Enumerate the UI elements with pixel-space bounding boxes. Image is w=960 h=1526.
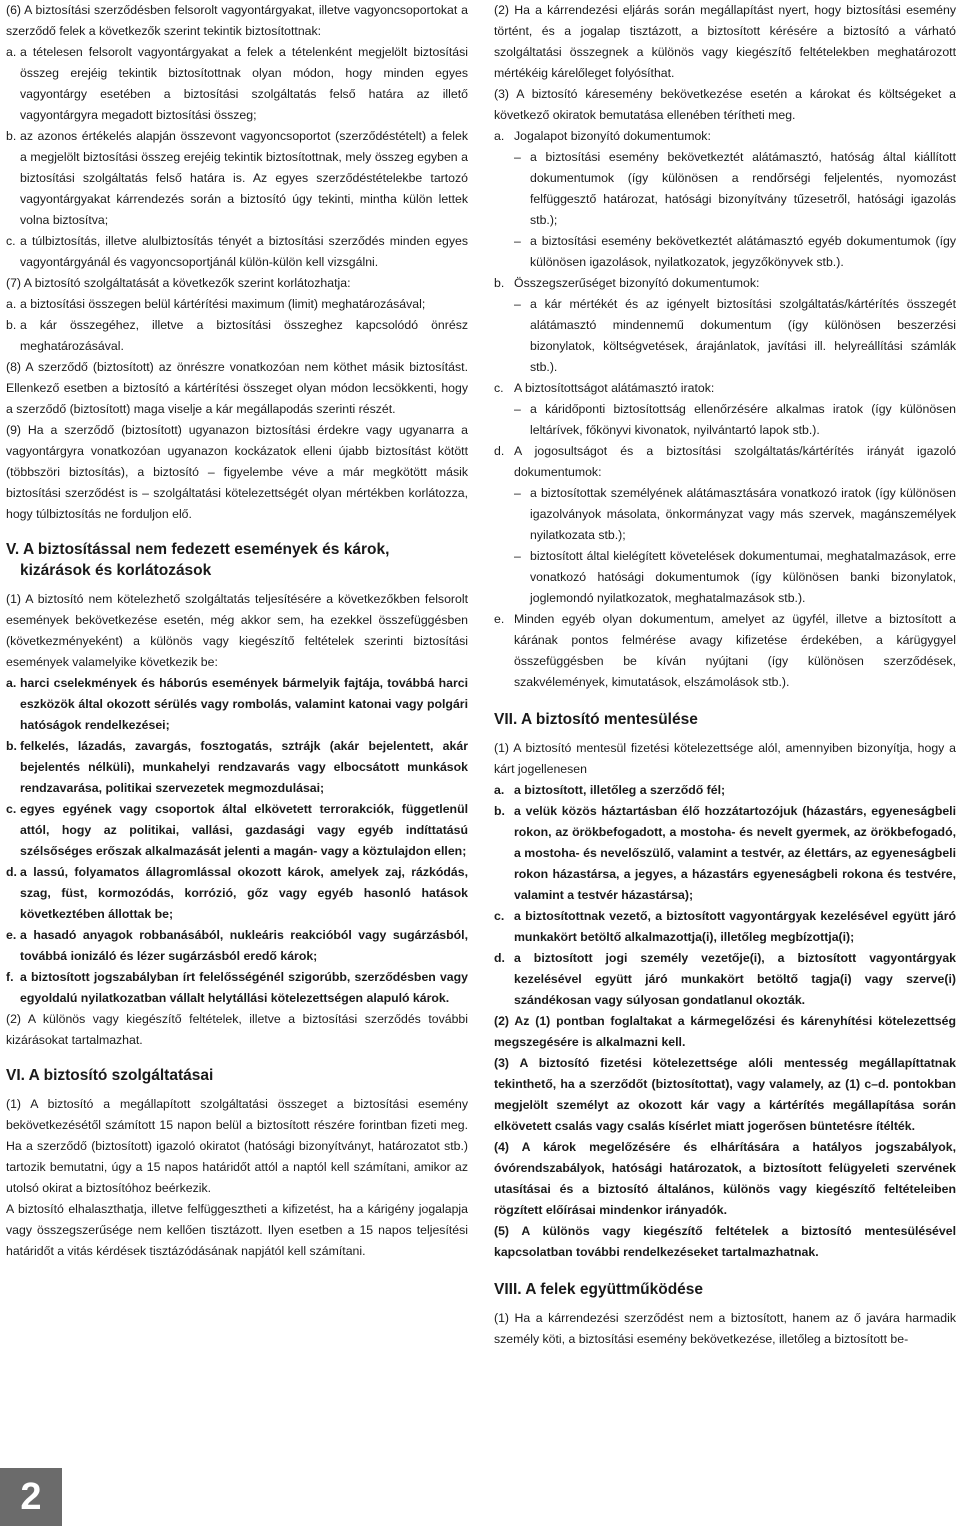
paragraph-8: (8) A szerződő (biztosított) az önrészre vonatkozóan nem köthet másik biztosítást. Ellenkező esetben a biztosító a kártérítési összeget olyan módon lecsökkenti, hogy a szerződő (biztosított) maga viselje a kár megállapodás szerinti részét. — [6, 360, 468, 416]
list-item — [6, 925, 468, 967]
paragraph-7-list — [6, 294, 468, 357]
section-5-paragraph-1: (1) A biztosító nem kötelezhető szolgáltatás teljesítésére a következőkben felsorolt események bekövetkezése esetén, még akkor sem, ha ezekkel összefüggésben (következményeként) a különös vagy kiegészítő feltételek szerinti biztosítási események valamelyike következik be: — [6, 592, 468, 669]
list-item — [494, 906, 956, 948]
section-6-paragraph-2: (2) Ha a kárrendezési eljárás során megállapítást nyert, hogy biztosítási esemény történt, és a jogalap tisztázott, a biztosított kérésére a biztosító a várható szolgáltatási összegnek a különös vagy kiegészítő feltételekben meghatározott mértékéig kárelőleget folyósíthat. — [494, 3, 956, 80]
item-label: a. — [6, 297, 17, 311]
left-column — [6, 0, 468, 1262]
item-label: d. — [494, 951, 505, 965]
dash-text: biztosított által kielégített követelések dokumentumai, meghatalmazások, erre vonatkozó hatósági dokumentumok (így különösen banki bizonylatok, joglemondó nyilatkozatok, meghatalmazások stb.). — [530, 549, 956, 605]
section-6-heading: VI. A biztosító szolgáltatásai — [6, 1067, 214, 1084]
item-text: A biztosítottságot alátámasztó iratok: — [514, 381, 715, 395]
item-text: a lassú, folyamatos állagromlással okozott károk, amelyek zaj, rázkódás, szag, füst, kormozódás, korrózió, gőz vagy egyéb hasonló hatások következtében állottak be; — [20, 865, 468, 921]
dash-mark: – — [514, 402, 521, 416]
paragraph-6-list — [6, 42, 468, 273]
dash-item — [514, 147, 956, 231]
item-label: c. — [494, 909, 505, 923]
list-item — [6, 799, 468, 862]
item-text: a biztosítási összegen belül kártérítési maximum (limit) meghatározásával; — [20, 297, 426, 311]
section-8-heading: VIII. A felek együttműködése — [494, 1281, 704, 1298]
section-7-heading: VII. A biztosító mentesülése — [494, 711, 698, 728]
item-label: d. — [6, 865, 17, 879]
dash-text: a káridőponti biztosítottság ellenőrzésére alkalmas iratok (így különösen leltárívek, főkönyvi kivonatok, nyilvántartó lapok stb.). — [530, 402, 956, 437]
dash-mark: – — [514, 234, 521, 248]
section-5-list — [6, 673, 468, 1009]
item-text: a velük közös háztartásban élő hozzátartozójuk (házastárs, egyeneságbeli rokon, az örökbefogadott, a mostoha- és nevelt gyermek, az örökbefogadó, a mostoha- és nevelőszülő, valamint a testvér, az élettárs, az egyeneságbeli rokon házastársa, a jegyes, a házastárs egyeneságbeli rokona és testvére, valamint a testvér házastársa); — [514, 804, 956, 902]
item-text: a kár összegéhez, illetve a biztosítási összeghez kapcsolódó önrész meghatározásával. — [20, 318, 468, 353]
section-7-paragraph-1: (1) A biztosító mentesül fizetési kötelezettsége alól, amennyiben bizonyítja, hogy a kárt jogellenesen — [494, 741, 956, 776]
section-7-paragraph-4: (4) A károk megelőzésére és elhárítására a hatályos jogszabályok, óvórendszabályok, hatósági határozatok, a biztosított felügyeleti szervének utasításai és a biztosító általános, különös vagy kiegészítő feltételeiben rögzített előírásai mindenkor irányadók. — [494, 1140, 956, 1217]
section-6-paragraph-3: (3) A biztosító káresemény bekövetkezése esetén a károkat és költségeket a következő okiratok bemutatása ellenében térítheti meg. — [494, 87, 956, 122]
dash-text: a kár mértékét és az igényelt biztosítási szolgáltatás/kártérítés összegét alátámasztó mindennemű dokumentum (így különösen beszerzési bizonylatok, költségvetések, árajánlatok, javítási ill. helyreállítási számlák stb.). — [530, 297, 956, 374]
list-item — [6, 126, 468, 231]
item-label: b. — [494, 804, 505, 818]
section-6-paragraph-1b: A biztosító elhalaszthatja, illetve felfüggesztheti a kifizetést, ha a kárigény jogalapja vagy összegszerűsége nem kellően tisztázott. Ilyen esetben a 15 napos teljesítési határidőt a vitás kérdések tisztázódásának napjától kell számítani. — [6, 1202, 468, 1258]
dash-text: a biztosítási esemény bekövetkeztét alátámasztó, hatóság által kiállított dokumentumok (így különösen a rendőrségi feljelentés, nyomozást felfüggesztő határozat, hatósági bizonyítvány tűzesetről, hatósági igazolás stb.); — [530, 150, 956, 227]
dash-mark: – — [514, 486, 521, 500]
list-item — [494, 948, 956, 1011]
page-number: 2 — [0, 1468, 62, 1526]
list-item — [6, 862, 468, 925]
paragraph-6: (6) A biztosítási szerződésben felsorolt vagyontárgyakat, illetve vagyoncsoportokat a szerződő felek a következők szerint tekintik biztosítottnak: — [6, 3, 468, 38]
documents-list — [494, 126, 956, 693]
item-label: b. — [494, 276, 505, 290]
list-item — [494, 441, 956, 483]
item-text: Összegszerűséget bizonyító dokumentumok: — [514, 276, 760, 290]
list-item — [6, 736, 468, 799]
list-item — [494, 273, 956, 294]
item-label: f. — [6, 970, 14, 984]
dash-text: a biztosítási esemény bekövetkeztét alátámasztó egyéb dokumentumok (így különösen igazolások, nyilatkozatok, jegyzőkönyvek stb.). — [530, 234, 956, 269]
item-label: a. — [6, 676, 17, 690]
list-item — [494, 378, 956, 399]
item-text: egyes egyének vagy csoportok által elkövetett terrorakciók, függetlenül attól, hogy az politikai, vallási, gazdasági vagy egyéb indíttatású szélsőséges erőszak alkalmazását jelenti a magán- vagy a köztulajdon ellen; — [20, 802, 468, 858]
dash-item — [514, 399, 956, 441]
item-text: felkelés, lázadás, zavargás, fosztogatás, sztrájk (akár bejelentett, akár bejelentés nélküli), munkahelyi rendzavarás vagy elbocsátott munkások rendzavarása, politikai szervezetek megmozdulásai; — [20, 739, 468, 795]
section-7-list — [494, 780, 956, 1011]
section-5-heading-line-2: kizárások és korlátozások — [20, 562, 212, 579]
list-item — [6, 231, 468, 273]
item-text: a tételesen felsorolt vagyontárgyakat a felek a tételenként megjelölt biztosítási összeg erejéig tekintik biztosítottnak olyan módon, hogy minden egyes vagyontárgy esetében a biztosítási szolgáltatás felső határa az illető vagyontárgyra megadott biztosítási összeg; — [20, 45, 468, 122]
list-item — [6, 673, 468, 736]
item-text: a hasadó anyagok robbanásából, nukleáris reakcióból vagy sugárzásból, továbbá ionizáló és lézer sugárzásból eredő károk; — [20, 928, 468, 963]
list-item — [6, 315, 468, 357]
section-5-paragraph-2: (2) A különös vagy kiegészítő feltételek, illetve a biztosítási szerződés további kizárásokat tartalmazhat. — [6, 1012, 468, 1047]
section-7-paragraph-2: (2) Az (1) pontban foglaltakat a kármegelőzési és kárenyhítési kötelezettség megszegésére is alkalmazni kell. — [494, 1014, 956, 1049]
paragraph-9: (9) Ha a szerződő (biztosított) ugyanazon biztosítási érdekre vagy ugyanarra a vagyontárgyra vonatkozóan ugyanazon kockázatok elleni újabb biztosítást kötött (többszöri biztosítás), a biztosító – figyelembe véve a már megkötött másik biztosítási szerződést is – szolgáltatási kötelezettségét olyan mértékben korlátozza, hogy túlbiztosítás ne forduljon elő. — [6, 423, 468, 521]
section-5-heading — [6, 539, 468, 581]
list-item — [494, 780, 956, 801]
item-label: a. — [494, 129, 505, 143]
dash-item — [514, 546, 956, 609]
list-item — [6, 294, 468, 315]
item-text: a biztosított jogi személy vezetője(i), a biztosított vagyontárgyak kezelésével együtt járó munkakört betöltő tagja(i) vagy szerve(i) szándékosan vagy súlyosan gondatlanul okozták. — [514, 951, 956, 1007]
item-label: e. — [6, 928, 17, 942]
item-label: d. — [494, 444, 505, 458]
item-text: a biztosítottnak vezető, a biztosított vagyontárgyak kezelésével együtt járó munkakört betöltő alkalmazottja(i), illetőleg megbízottja(i); — [514, 909, 956, 944]
item-text: A jogosultságot és a biztosítási szolgáltatás/kártérítés irányát igazoló dokumentumok: — [514, 444, 956, 479]
section-8-paragraph-1: (1) Ha a kárrendezési szerződést nem a biztosított, hanem az ő javára harmadik személy köti, a biztosítási esemény bekövetkezése, illetőleg a biztosított be- — [494, 1311, 956, 1346]
dash-item — [514, 294, 956, 378]
item-text: Minden egyéb olyan dokumentum, amelyet az ügyfél, illetve a biztosított a kárának pontos felmérése avagy kifizetése érdekében, a kárügygyel összefüggésben be kíván nyújtani (így különösen szerződések, szakvélemények, kimutatások, elszámolások stb.). — [514, 612, 956, 689]
list-item — [6, 42, 468, 126]
list-item — [494, 801, 956, 906]
list-item — [6, 967, 468, 1009]
list-item — [494, 609, 956, 693]
item-label: a. — [6, 45, 17, 59]
dash-mark: – — [514, 150, 521, 164]
dash-text: a biztosítottak személyének alátámasztására vonatkozó iratok (így különösen igazolványok másolata, önkormányzat vagy más szervek, magánszemélyek nyilatkozata stb.); — [530, 486, 956, 542]
right-column — [494, 0, 956, 1350]
item-label: a. — [494, 783, 505, 797]
item-text: a túlbiztosítás, illetve alulbiztosítás tényét a biztosítási szerződés minden egyes vagyontárgyánál és vagyoncsoportjánál külön-külön kell vizsgálni. — [20, 234, 468, 269]
item-label: b. — [6, 129, 17, 143]
item-text: az azonos értékelés alapján összevont vagyoncsoportot (szerződéstételt) a felek a megjelölt biztosítási összeg erejéig tekintik biztosítottnak, mely összeg egyben a biztosítási szolgáltatás felső határa is. Az egyes szerződéstételekbe tartozó vagyontárgyakat kárrendezés során a biztosító úgy tekinti, mintha külön lettek volna biztosítva; — [20, 129, 468, 227]
item-label: e. — [494, 612, 505, 626]
item-label: b. — [6, 739, 17, 753]
item-text: a biztosított jogszabályban írt felelősségénél szigorúbb, szerződésben vagy egyoldalú nyilatkozatban vállalt helytállási kötelezettségen alapuló károk. — [20, 970, 468, 1005]
dash-item — [514, 231, 956, 273]
item-text: harci cselekmények és háborús események bármelyik fajtája, továbbá harci eszközök által okozott sérülés vagy rombolás, valamint katonai vagy polgári hatóságok rendelkezései; — [20, 676, 468, 732]
section-7-paragraph-5: (5) A különös vagy kiegészítő feltételek a biztosító mentesülésével kapcsolatban további rendelkezéseket tartalmazhatnak. — [494, 1224, 956, 1259]
paragraph-7: (7) A biztosító szolgáltatását a következők szerint korlátozhatja: — [6, 276, 351, 290]
section-6-paragraph-1: (1) A biztosító a megállapított szolgáltatási összeget a biztosítási esemény bekövetkezésétől számított 15 napon belül a biztosított részére forintban fizeti meg. Ha a szerződő (biztosított) igazoló okiratot (hatósági bizonyítványt, határozatot stb.) tartozik bemutatni, úgy a 15 napos határidőt attól a naptól kell számítani, amikor az utolsó okirat a biztosítóhoz beérkezik. — [6, 1097, 468, 1195]
section-5-heading-line-1: V. A biztosítással nem fedezett események és károk, — [6, 541, 390, 558]
item-text: Jogalapot bizonyító dokumentumok: — [514, 129, 711, 143]
dash-item — [514, 483, 956, 546]
dash-mark: – — [514, 549, 521, 563]
item-text: a biztosított, illetőleg a szerződő fél; — [514, 783, 726, 797]
item-label: c. — [6, 802, 17, 816]
item-label: b. — [6, 318, 17, 332]
dash-mark: – — [514, 297, 521, 311]
item-label: c. — [6, 234, 16, 248]
item-label: c. — [494, 381, 504, 395]
list-item — [494, 126, 956, 147]
section-7-paragraph-3: (3) A biztosító fizetési kötelezettsége alóli mentesség megállapíttatnak tekinthető, ha a szerződőt (biztosítottat), vagy valamely, az (1) c–d. pontokban megjelölt személyt az okozott kár vagy a kártérítés megállapítása során elkövetett csalás vagy csalás kísérlet miatt jogerősen büntetésre ítélték. — [494, 1056, 956, 1133]
